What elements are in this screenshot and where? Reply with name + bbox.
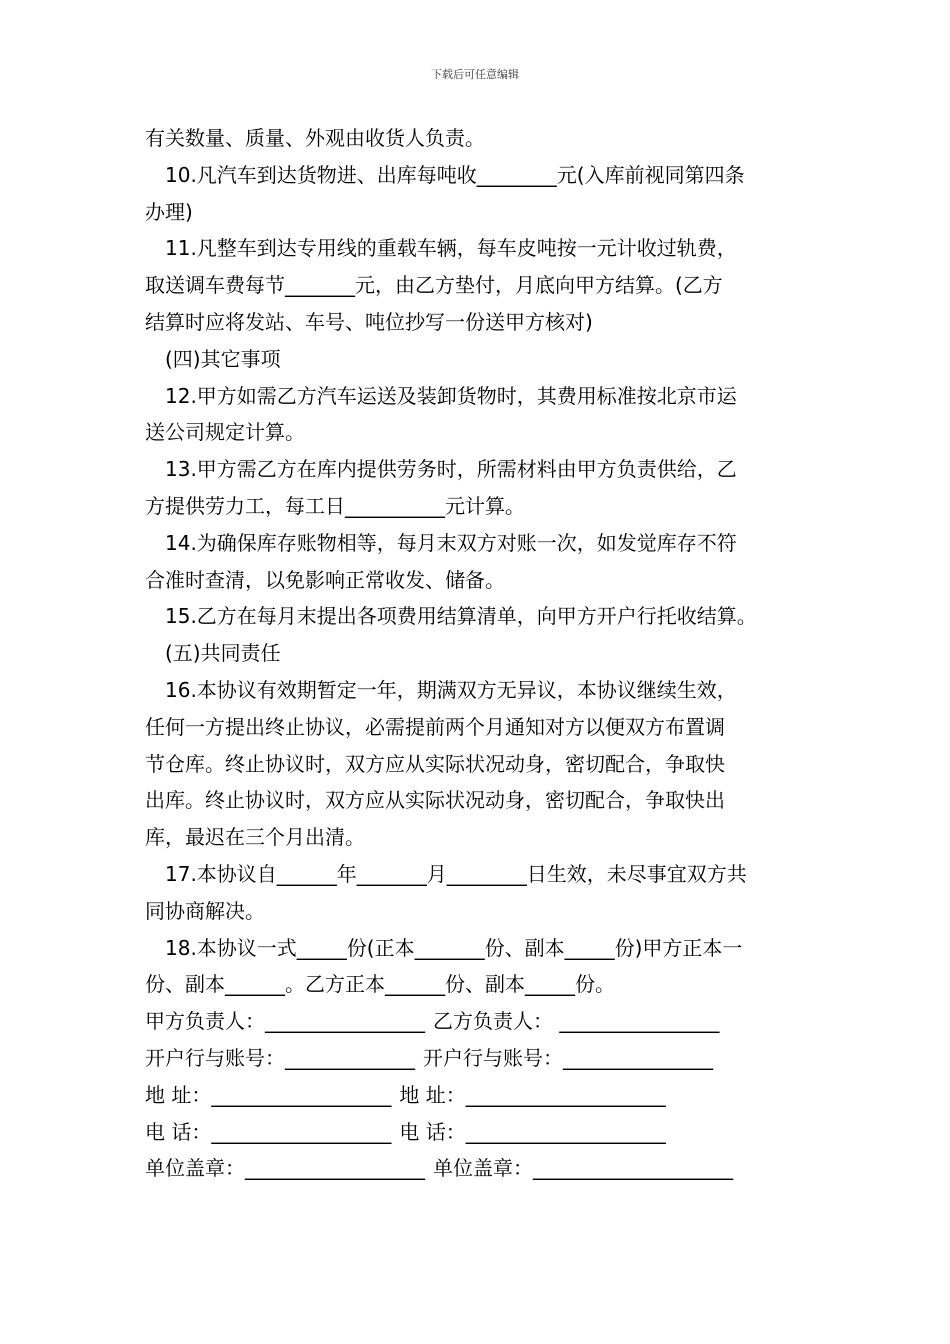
signature-row	[145, 1040, 813, 1077]
party-a-bank-account: 开户行与账号：_____________	[145, 1045, 415, 1070]
signature-row	[145, 1003, 813, 1040]
clause-17-line-1: 17.本协议自______年_______月________日生效，未尽事宜双方共	[165, 861, 747, 886]
clause-11-line-2: 取送调车费每节_______元，由乙方垫付，月底向甲方结算。(乙方	[145, 273, 723, 298]
party-b-address: 地 址：____________________	[399, 1082, 666, 1107]
party-b-bank-account: 开户行与账号：_______________	[423, 1045, 713, 1070]
clause-10-line-1: 10.凡汽车到达货物进、出库每吨收________元(入库前视同第四条	[165, 162, 745, 187]
party-a-phone: 电 话：__________________	[145, 1119, 392, 1144]
signature-row	[145, 1114, 813, 1151]
clause-12-line-2: 送公司规定计算。	[145, 420, 305, 445]
section-heading-4: (四)其它事项	[165, 346, 281, 371]
clause-10-line-2: 办理)	[145, 199, 193, 224]
clause-16-line-2: 任何一方提出终止协议，必需提前两个月通知对方以便双方布置调	[145, 714, 725, 739]
clause-16-line-4: 出库。终止协议时，双方应从实际状况动身，密切配合，争取快出	[145, 788, 725, 813]
clause-16-line-1: 16.本协议有效期暂定一年，期满双方无异议，本协议继续生效，	[165, 677, 737, 702]
party-b-seal: 单位盖章：____________________	[433, 1156, 733, 1181]
party-a-representative: 甲方负责人：________________	[145, 1009, 425, 1034]
text-line: 有关数量、质量、外观由收货人负责。	[145, 126, 485, 150]
clause-11-line-1: 11.凡整车到达专用线的重载车辆，每车皮吨按一元计收过轨费，	[165, 236, 737, 261]
party-b-phone: 电 话：____________________	[399, 1119, 666, 1144]
signature-block	[145, 1003, 813, 1187]
clause-18-line-2: 份、副本______。乙方正本______份、副本_____份。	[145, 972, 615, 997]
party-b-representative: 乙方负责人： ________________	[433, 1009, 720, 1034]
section-heading-5: (五)共同责任	[165, 641, 281, 666]
clause-11-line-3: 结算时应将发站、车号、吨位抄写一份送甲方核对)	[145, 309, 593, 334]
clause-15-line-1: 15.乙方在每月末提出各项费用结算清单，向甲方开户行托收结算。	[165, 604, 757, 629]
signature-row	[145, 1150, 813, 1187]
clause-16-line-5: 库，最迟在三个月出清。	[145, 825, 365, 850]
page-header: 下载后可任意编辑	[431, 68, 519, 81]
clause-17-line-2: 同协商解决。	[145, 898, 265, 923]
party-a-address: 地 址：__________________	[145, 1082, 392, 1107]
clause-18-line-1: 18.本协议一式_____份(正本_______份、副本_____份)甲方正本一	[165, 935, 743, 960]
document-body	[145, 120, 813, 1187]
clause-13-line-2: 方提供劳力工，每工日__________元计算。	[145, 493, 525, 518]
clause-14-line-2: 合准时查清，以免影响正常收发、储备。	[145, 567, 505, 592]
clause-13-line-1: 13.甲方需乙方在库内提供劳务时，所需材料由甲方负责供给，乙	[165, 457, 737, 482]
clause-16-line-3: 节仓库。终止协议时，双方应从实际状况动身，密切配合，争取快	[145, 751, 725, 776]
clause-14-line-1: 14.为确保库存账物相等，每月末双方对账一次，如发觉库存不符	[165, 530, 737, 555]
signature-row	[145, 1077, 813, 1114]
clause-12-line-1: 12.甲方如需乙方汽车运送及装卸货物时，其费用标准按北京市运	[165, 383, 737, 408]
party-a-seal: 单位盖章：__________________	[145, 1156, 425, 1181]
